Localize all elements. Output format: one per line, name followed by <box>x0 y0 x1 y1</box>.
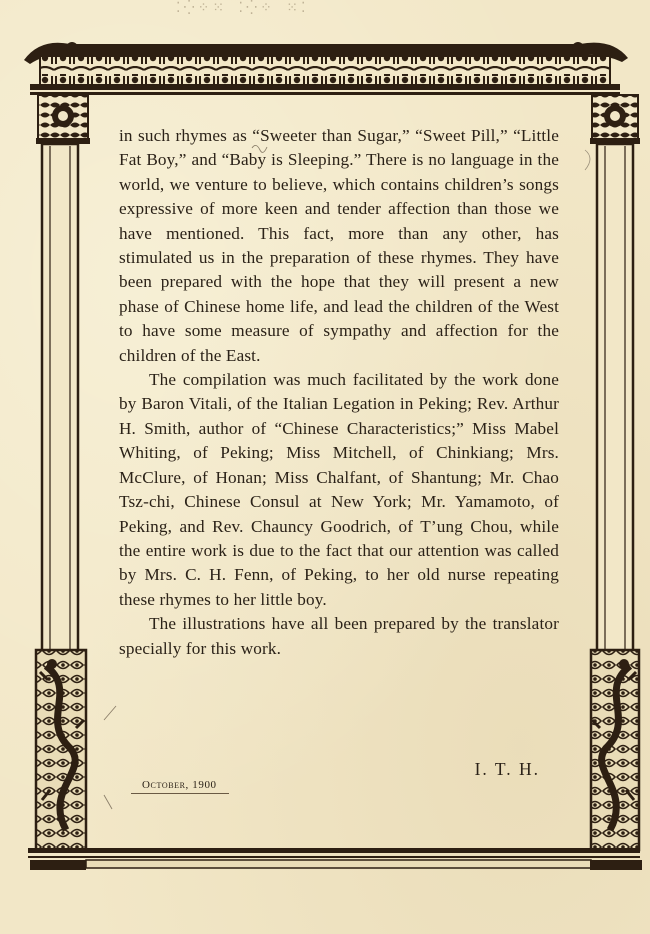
bleed-through-marks: ⁚⁛⁘⁙ ⁚⁛⁘ ⁙⁚ <box>176 0 309 16</box>
signature-initials: I. T. H. <box>474 759 540 779</box>
paragraph-2: The compilation was much facilitated by the work done by Baron Vitali, of the Italian Legation in Peking; Rev. Arthur H. Smith, author of “Chinese Characteristics;” Miss Mabel Whiting, of Peking; Miss Mitchell, of Chinkiang; Mrs. McClure, of Honan; Miss Chalfant, of Shantung; Mr. Chao Tsz-chi, Chinese Consul at New York; Mr. Yamamoto, of Peking, and Rev. Chauncy Goodrich, of T’ung Chou, while the entire work is due to the fact that our attention was called by Mrs. C. H. Fenn, of Peking, to her old nurse repeating these rhymes to her little boy. <box>119 370 559 609</box>
paragraph-3: The illustrations have all been prepared by the translator specially for this work. <box>119 614 559 658</box>
date-line: October, 1900 <box>142 779 217 791</box>
date-underline <box>131 793 229 794</box>
paragraph-1: in such rhymes as “Sweeter than Sugar,” “Sweet Pill,” “Little Fat Boy,” and “Baby is Sleeping.” There is no language in the world, we venture to believe, which contains children’s songs expressive of more keen and tender affection than those we have mentioned. This fact, more than any other, has stimulated us in the preparation of these rhymes. They have been prepared with the hope that they will present a new phase of Chinese home life, and lead the children of the West to have some measure of sympathy and affection for the children of the East. <box>119 126 559 365</box>
preface-text <box>119 124 559 661</box>
